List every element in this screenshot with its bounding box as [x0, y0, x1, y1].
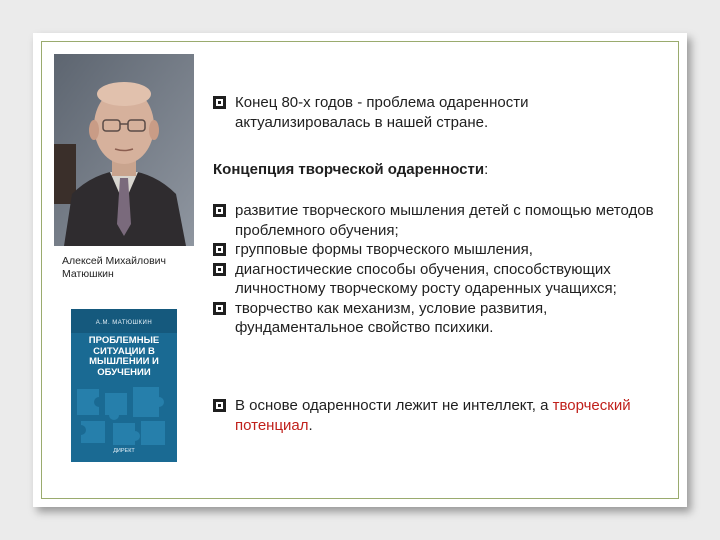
intro-text: Конец 80-х годов - проблема одаренности актуализировалась в нашей стране.	[235, 94, 529, 131]
concept-item-1: развитие творческого мышления детей с помощью методов проблемного обучения;	[235, 202, 654, 239]
concept-item-4: творчество как механизм, условие развития, фундаментальное свойство психики.	[235, 299, 548, 336]
book-cover	[71, 309, 177, 462]
slide	[33, 33, 687, 507]
list-item	[213, 299, 669, 338]
concept-heading-colon: :	[484, 161, 489, 178]
intro-block	[213, 93, 633, 132]
checkbox-bullet-icon	[213, 243, 226, 256]
conclusion-text-after: .	[308, 416, 313, 434]
conclusion-block	[213, 396, 633, 435]
book-publisher: ДИРЕКТ	[113, 448, 135, 454]
concept-heading-block	[213, 160, 653, 180]
checkbox-bullet-icon	[213, 96, 226, 109]
concept-list	[213, 201, 669, 338]
list-item	[213, 201, 669, 240]
list-item	[213, 93, 633, 132]
checkbox-bullet-icon	[213, 302, 226, 315]
portrait-caption: Алексей Михайлович Матюшкин	[62, 255, 167, 280]
concept-item-3: диагностические способы обучения, способствующих личностному творческому росту одаренных учащихся;	[235, 260, 617, 297]
checkbox-bullet-icon	[213, 399, 226, 412]
checkbox-bullet-icon	[213, 204, 226, 217]
list-item	[213, 240, 669, 260]
book-title: ПРОБЛЕМНЫЕ СИТУАЦИИ В МЫШЛЕНИИ И ОБУЧЕНИИ	[88, 335, 160, 378]
concept-item-2: групповые формы творческого мышления,	[235, 241, 533, 258]
conclusion-highlight: творческий потенциал	[235, 397, 631, 434]
portrait-photo	[54, 54, 194, 246]
list-item	[213, 396, 633, 435]
list-item	[213, 260, 669, 299]
checkbox-bullet-icon	[213, 263, 226, 276]
book-author: А.М. МАТЮШКИН	[95, 320, 153, 326]
concept-heading: Концепция творческой одаренности	[213, 161, 485, 178]
conclusion-text-before: В основе одаренности лежит не интеллект, а	[235, 397, 553, 414]
